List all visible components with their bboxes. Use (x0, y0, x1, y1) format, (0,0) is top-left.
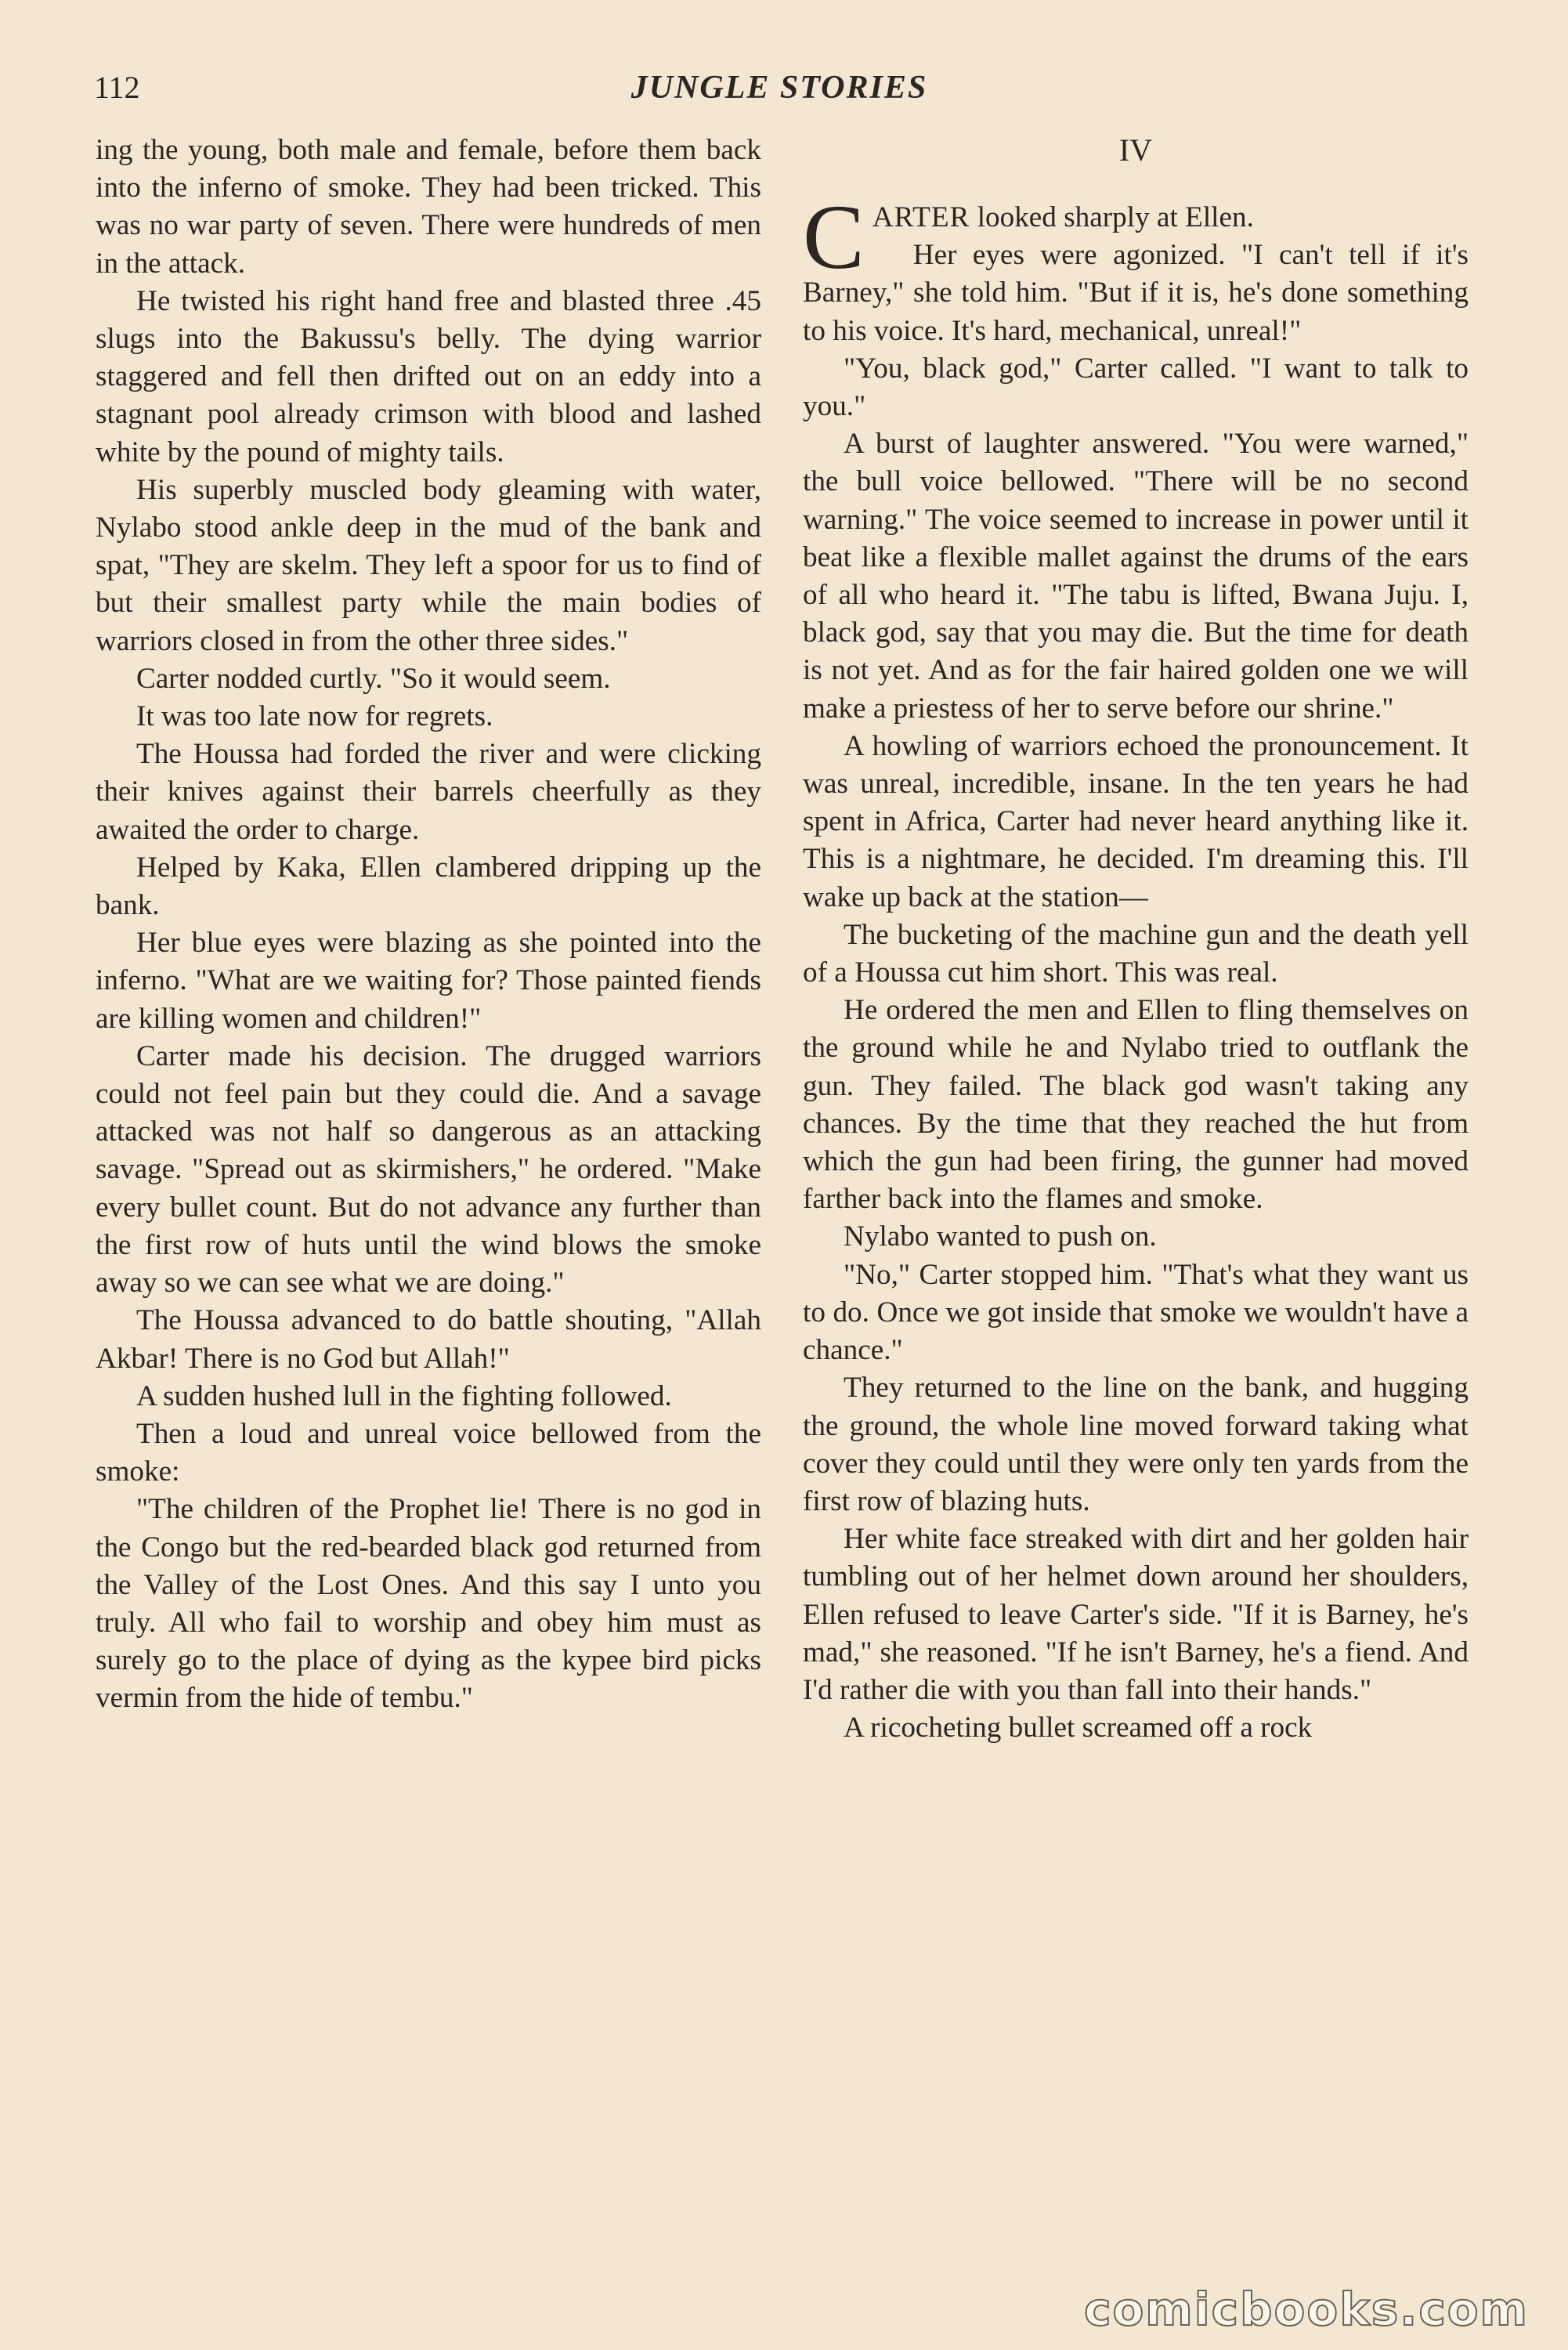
paragraph: It was too late now for regrets. (136, 700, 493, 733)
paragraph: His superbly muscled body gleaming with water, Nylabo stood ankle deep in the mud of the bank and spat, "They are skelm. They left a spoor for us to find of but their smallest party while the main bodies of warriors closed in from the other three sides." (96, 473, 761, 657)
paragraph: "You, black god," Carter called. "I want to talk to you." (803, 352, 1469, 423)
paragraph: A burst of laughter answered. "You were warned," the bull voice bellowed. "There will be no second warning." The voice seemed to increase in power until it beat like a flexible mallet against the drums of the ears of all who heard it. "The tabu is lifted, Bwana Juju. I, black god, say that you may die. But the time for death is not yet. And as for the fair haired golden one we will make a priestess of her to serve before our shrine." (803, 428, 1469, 725)
paragraph: The Houssa advanced to do battle shouting, "Allah Akbar! There is no God but Allah!" (96, 1304, 761, 1375)
paragraph: Her eyes were agonized. "I can't tell if it's Barney," she told him. "But if it is, he's done something to his voice. It's hard, mechanical, unreal!" (803, 239, 1469, 347)
paragraph: The bucketing of the machine gun and the death yell of a Houssa cut him short. This was real. (803, 918, 1469, 989)
section-number: IV (1118, 132, 1153, 168)
drop-cap: C (803, 186, 865, 288)
paragraph: "No," Carter stopped him. "That's what they want us to do. Once we got inside that smoke we wouldn't have a chance." (803, 1258, 1469, 1367)
paragraph: A ricocheting bullet screamed off a rock (844, 1712, 1313, 1744)
page-header (94, 69, 1465, 124)
paragraph: Nylabo wanted to push on. (844, 1220, 1157, 1253)
paragraph: He ordered the men and Ellen to fling themselves on the ground while he and Nylabo tried to outflank the gun. They failed. The black god wasn't taking any chances. By the time that they reached the hut from which the gun had been firing, the gunner had moved farther back into the flames and smoke. (803, 994, 1469, 1216)
paragraph: A howling of warriors echoed the pronouncement. It was unreal, incredible, insane. In the ten years he had spent in Africa, Carter had never heard anything like it. This is a nightmare, he decided. I'm dreaming this. I'll wake up back at the station— (803, 729, 1469, 913)
paragraph: Carter nodded curtly. "So it would seem. (136, 662, 611, 695)
running-head: JUNGLE STORIES (630, 70, 928, 106)
paragraph: He twisted his right hand free and blasted three .45 slugs into the Bakussu's belly. The dying warrior staggered and fell then drifted out on an eddy into a stagnant pool already crimson with blood and lashed white by the pound of mighty tails. (96, 284, 761, 468)
site-watermark: comicbooks.com (1084, 2283, 1529, 2336)
paragraph: Helped by Kaka, Ellen clambered dripping up the bank. (96, 851, 761, 922)
lead-caps: ARTER (872, 201, 970, 233)
paragraph: Her blue eyes were blazing as she pointed into the inferno. "What are we waiting for? Those painted fiends are killing women and children!" (96, 927, 761, 1035)
page-number: 112 (94, 70, 140, 105)
paragraph: Her white face streaked with dirt and her golden hair tumbling out of her helmet down around her shoulders, Ellen refused to leave Carter's side. "If it is Barney, he's mad," she reasoned. "If he isn't Barney, he's a fiend. And I'd rather die with you than fall into their hands." (803, 1523, 1469, 1706)
lead-paragraph (803, 186, 1469, 288)
paragraph: Then a loud and unreal voice bellowed from the smoke: (96, 1417, 761, 1488)
paragraph: A sudden hushed lull in the fighting followed. (136, 1379, 672, 1412)
paragraph: ing the young, both male and female, before them back into the inferno of smoke. They had been tricked. This was no war party of seven. There were hundreds of men in the attack. (96, 134, 761, 280)
left-column (96, 132, 761, 1718)
paragraph: They returned to the line on the bank, and hugging the ground, the whole line moved forward taking what cover they could until they were only ten yards from the first row of blazing huts. (803, 1372, 1469, 1517)
paragraph: The Houssa had forded the river and were clicking their knives against their barrels cheerfully as they awaited the order to charge. (96, 738, 761, 846)
paragraph: Carter made his decision. The drugged warriors could not feel pain but they could die. And a savage attacked was not half so dangerous as an attacking savage. "Spread out as skirmishers," he ordered. "Make every bullet count. But do not advance any further than the first row of huts until the wind blows the smoke away so we can see what we are doing." (96, 1039, 761, 1300)
right-column (803, 132, 1469, 1747)
paragraph: "The children of the Prophet lie! There is no god in the Congo but the red-bearded black god returned from the Valley of the Lost Ones. And this say I unto you truly. All who fail to worship and obey him must as surely go to the place of dying as the kypee bird picks vermin from the hide of tembu." (96, 1493, 761, 1715)
lead-text: looked sharply at Ellen. (970, 201, 1254, 233)
